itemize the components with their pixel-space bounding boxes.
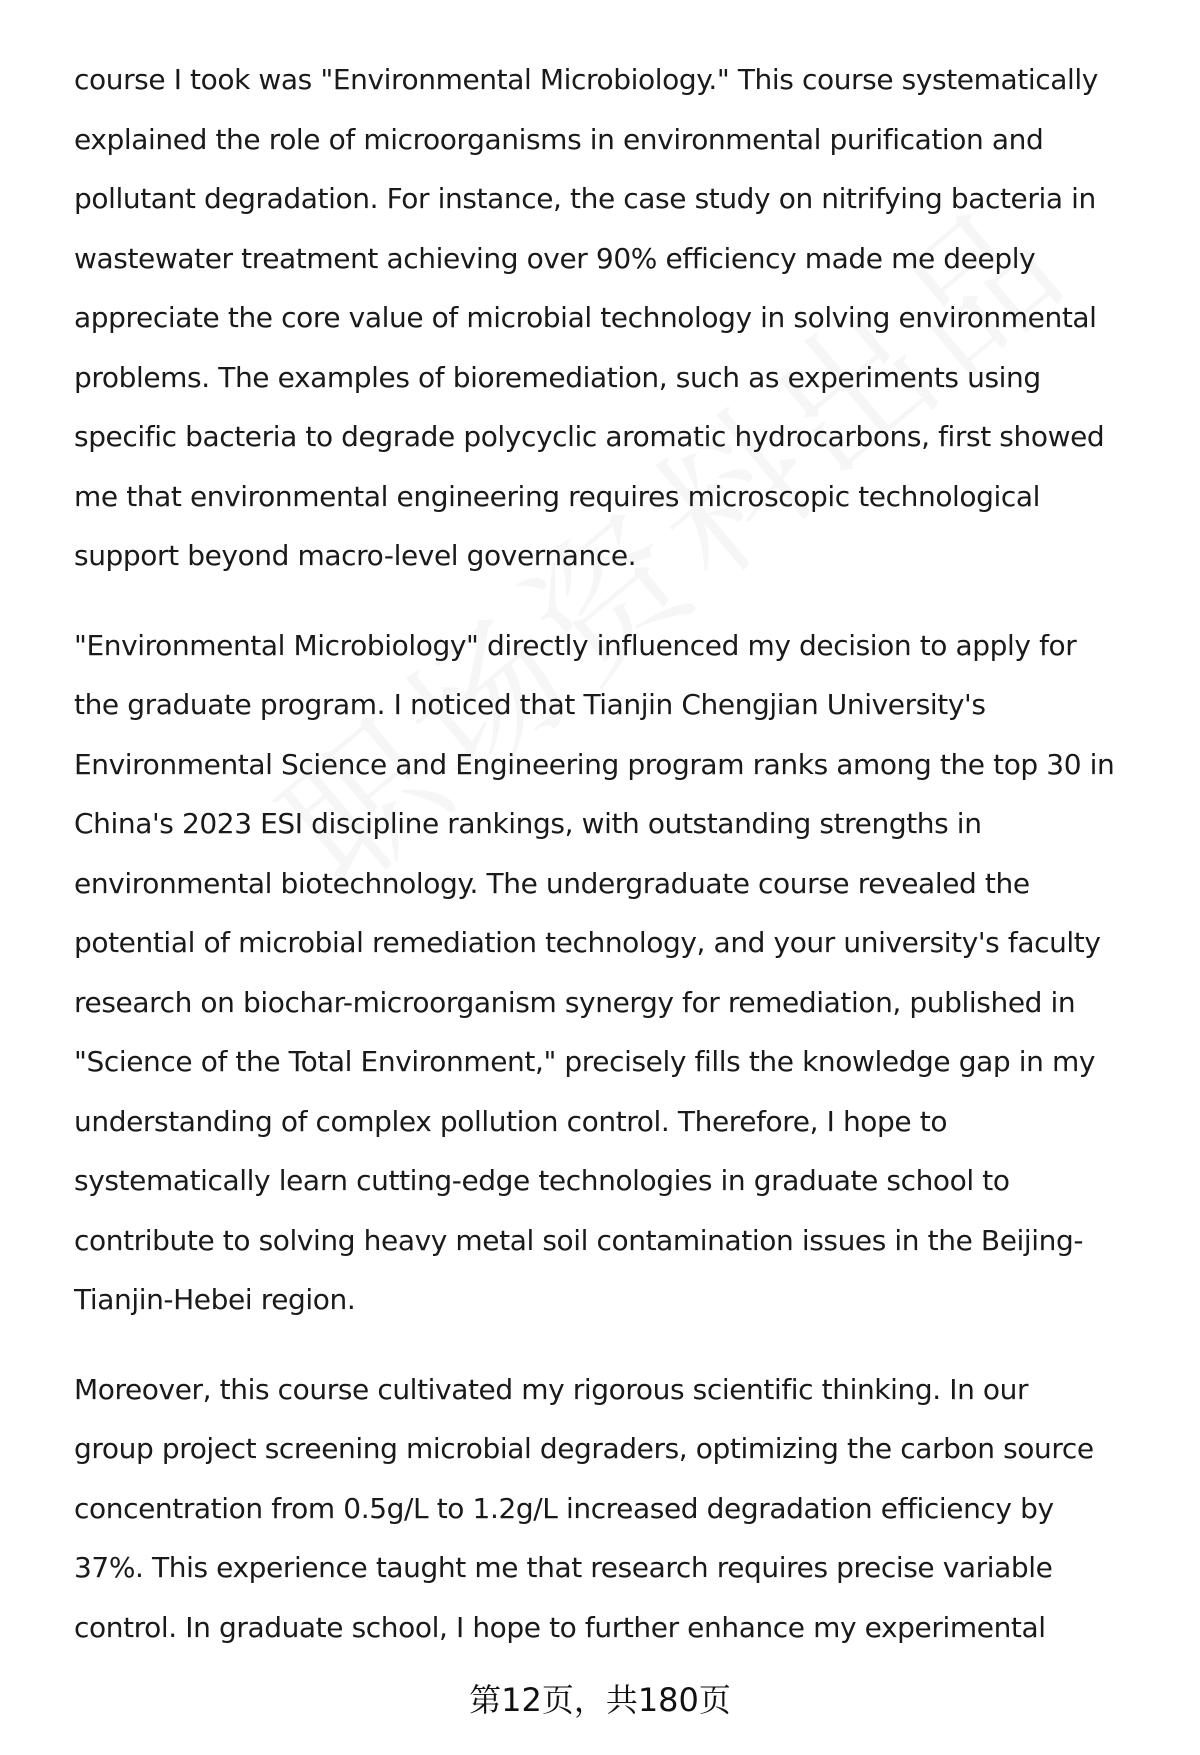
- paragraph-line: concentration from 0.5g/L to 1.2g/L increased degradation efficiency by: [74, 1491, 1054, 1525]
- paragraph-line: the graduate program. I noticed that Tianjin Chengjian University's: [74, 688, 986, 721]
- paragraph-line: understanding of complex pollution control. Therefore, I hope to: [74, 1104, 948, 1138]
- paragraph-line: course I took was "Environmental Microbiology." This course systematically: [74, 63, 1098, 96]
- paragraph-line: 37%. This experience taught me that research requires precise variable: [74, 1551, 1053, 1584]
- paragraph-2: [74, 616, 1134, 1330]
- paragraph-line: Tianjin-Hebei region.: [74, 1283, 356, 1316]
- page-number-footer: 第12页，共180页: [469, 1681, 731, 1719]
- paragraph-line: systematically learn cutting-edge technologies in graduate school to: [74, 1164, 1010, 1197]
- paragraph-line: contribute to solving heavy metal soil contamination issues in the Beijing-: [74, 1223, 1084, 1257]
- paragraph-line: research on biochar-microorganism synergy for remediation, published in: [74, 985, 1076, 1019]
- paragraph-line: appreciate the core value of microbial technology in solving environmental: [74, 301, 1097, 334]
- paragraph-line: control. In graduate school, I hope to further enhance my experimental: [74, 1610, 1046, 1644]
- paragraph-line: problems. The examples of bioremediation, such as experiments using: [74, 360, 1041, 394]
- document-body: [74, 50, 1134, 1657]
- paragraph-line: China's 2023 ESI discipline rankings, with outstanding strengths in: [74, 807, 982, 840]
- paragraph-line: "Environmental Microbiology" directly influenced my decision to apply for: [74, 628, 1077, 662]
- paragraph-line: pollutant degradation. For instance, the case study on nitrifying bacteria in: [74, 182, 1096, 215]
- paragraph-line: environmental biotechnology. The undergraduate course revealed the: [74, 866, 1030, 900]
- paragraph-line: "Science of the Total Environment," precisely fills the knowledge gap in my: [74, 1045, 1096, 1078]
- paragraph-line: group project screening microbial degraders, optimizing the carbon source: [74, 1432, 1094, 1465]
- paragraph-3: [74, 1360, 1134, 1658]
- paragraph-line: me that environmental engineering requires microscopic technological: [74, 479, 1041, 513]
- paragraph-line: wastewater treatment achieving over 90% efficiency made me deeply: [74, 241, 1036, 275]
- paragraph-line: explained the role of microorganisms in environmental purification and: [74, 122, 1044, 156]
- paragraph-line: specific bacteria to degrade polycyclic aromatic hydrocarbons, first showed: [74, 420, 1105, 453]
- paragraph-line: potential of microbial remediation technology, and your university's faculty: [74, 926, 1101, 959]
- paragraph-line: support beyond macro-level governance.: [74, 539, 637, 572]
- paragraph-line: Moreover, this course cultivated my rigorous scientific thinking. In our: [74, 1372, 1029, 1406]
- paragraph-1: [74, 50, 1134, 586]
- paragraph-line: Environmental Science and Engineering program ranks among the top 30 in: [74, 747, 1115, 781]
